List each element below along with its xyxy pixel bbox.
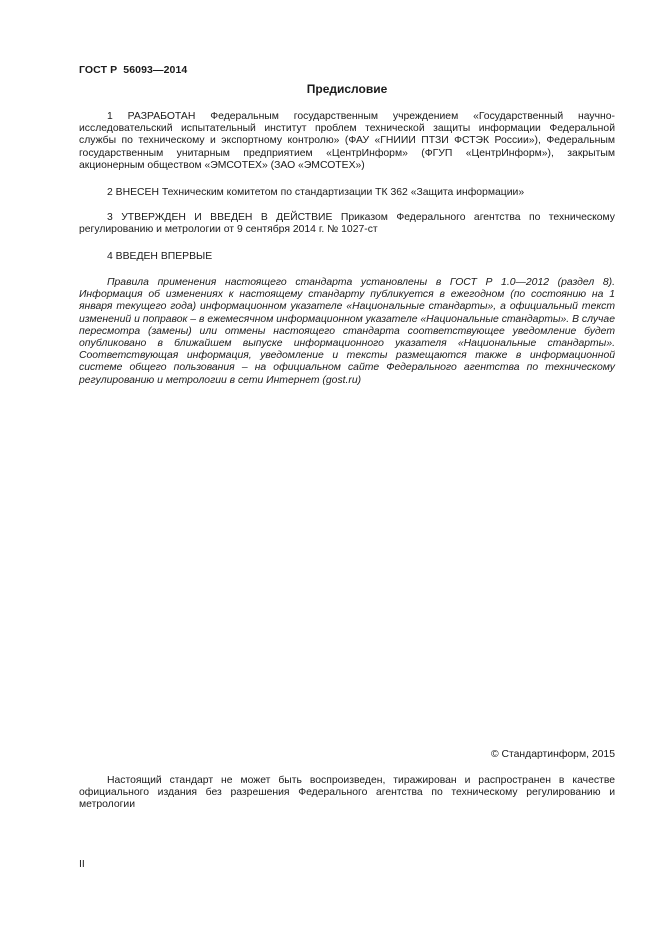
page-number: II (79, 859, 85, 870)
copyright-notice: © Стандартинформ, 2015 (490, 749, 615, 760)
paragraph-application-rules: Правила применения настоящего стандарта установлены в ГОСТ Р 1.0—2012 (раздел 8). Информация об изменениях к настоящему стандарту публикуется в ежегодном (по состоянию на 1 января текущего года) информационном указателе «Национальные стандарты», а официальный текст изменений и поправок – в ежемесячном информационном указателе «Национальные стандарты». В случае пересмотра (замены) или отмены настоящего стандарта соответствующее уведомление будет опубликовано в ближайшем выпуске информационного указателя «Национальные стандарты». Соответствующая информация, уведомление и тексты размещаются также в информационной системе общего пользования – на официальном сайте Федерального агентства по техническому регулированию и метрологии в сети Интернет (gost.ru) (79, 277, 615, 386)
paragraph-approved: 3 УТВЕРЖДЕН И ВВЕДЕН В ДЕЙСТВИЕ Приказом Федерального агентства по техническому регулированию и метрологии от 9 сентября 2014 г. № 1027-ст (79, 212, 615, 236)
paragraph-submitted: 2 ВНЕСЕН Техническим комитетом по стандартизации ТК 362 «Защита информации» (107, 187, 525, 198)
standard-code-header: ГОСТ Р 56093—2014 (79, 64, 188, 76)
paragraph-introduced: 4 ВВЕДЕН ВПЕРВЫЕ (107, 251, 213, 262)
page-title: Предисловие (306, 82, 388, 96)
reproduction-notice: Настоящий стандарт не может быть воспроизведен, тиражирован и распространен в качестве официального издания без разрешения Федерального агентства по техническому регулированию и метрологии (79, 775, 615, 811)
paragraph-developed: 1 РАЗРАБОТАН Федеральным государственным учреждением «Государственный научно-исследовательский испытательный институт проблем технической защиты информации Федеральной службы по техническому и экспортному контролю» (ФАУ «ГНИИИ ПТЗИ ФСТЭК России»), Федеральным государственным унитарным предприятием «ЦентрИнформ» (ФГУП «ЦентрИнформ»), закрытым акционерным обществом «ЭМСОТЕХ» (ЗАО «ЭМСОТЕХ») (79, 111, 615, 171)
